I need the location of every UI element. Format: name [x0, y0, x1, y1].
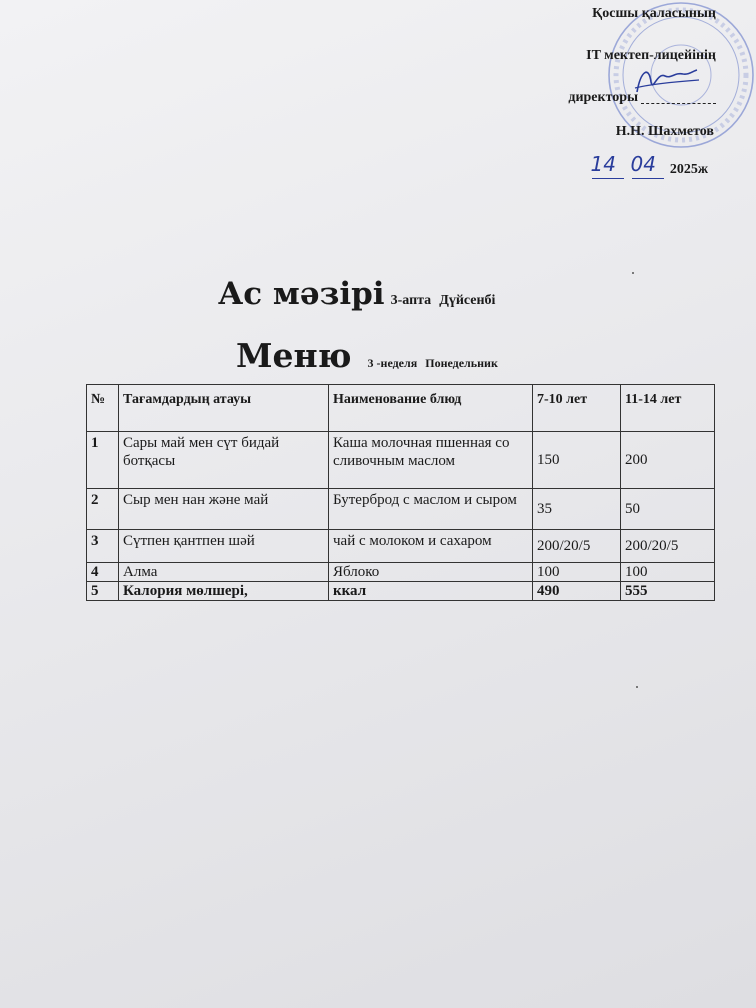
menu-table — [86, 384, 715, 601]
table-row — [87, 489, 715, 530]
table-header-row — [87, 385, 715, 432]
title-kazakh — [218, 276, 495, 312]
handwritten-day: 14 — [590, 152, 616, 176]
dish-kz: Сары май мен сүт бидай ботқасы — [119, 432, 329, 489]
approval-position-label: директоры — [568, 90, 638, 105]
calories-7-10: 490 — [533, 582, 621, 601]
portion-11-14: 50 — [621, 489, 715, 530]
header-number: № — [87, 385, 119, 432]
director-signature — [631, 62, 701, 102]
table-row — [87, 432, 715, 489]
approval-year: 2025ж — [669, 162, 708, 177]
calorie-unit: ккал — [329, 582, 533, 601]
approval-school: IT мектеп-лицейінің — [586, 48, 716, 63]
date-month-underline — [632, 178, 664, 179]
dish-ru: Каша молочная пшенная со сливочным маслом — [329, 432, 533, 489]
row-number: 2 — [87, 489, 119, 530]
table-row — [87, 563, 715, 582]
approval-director-name: Н.Н. Шахметов — [615, 124, 714, 139]
header-age-11-14: 11-14 лет — [621, 385, 715, 432]
title-kazakh-main: Ас мәзірі — [218, 276, 385, 312]
calories-11-14: 555 — [621, 582, 715, 601]
dish-kz: Сыр мен нан және май — [119, 489, 329, 530]
title-russian-week: 3 -неделя — [367, 356, 418, 370]
row-number: 5 — [87, 582, 119, 601]
date-day-underline — [592, 178, 624, 179]
title-russian-day: Понедельник — [425, 356, 498, 370]
portion-7-10: 200/20/5 — [533, 530, 621, 563]
title-russian — [236, 336, 498, 375]
portion-11-14: 100 — [621, 563, 715, 582]
header-dish-ru: Наименование блюд — [329, 385, 533, 432]
table-row — [87, 530, 715, 563]
portion-11-14: 200 — [621, 432, 715, 489]
portion-7-10: 150 — [533, 432, 621, 489]
calorie-label-kz: Калория мөлшері, — [119, 582, 329, 601]
title-kazakh-week: 3-апта — [390, 293, 432, 308]
row-number: 1 — [87, 432, 119, 489]
dish-kz: Алма — [119, 563, 329, 582]
row-number: 4 — [87, 563, 119, 582]
header-dish-kz: Тағамдардың атауы — [119, 385, 329, 432]
row-number: 3 — [87, 530, 119, 563]
header-age-7-10: 7-10 лет — [533, 385, 621, 432]
signature-line — [641, 103, 716, 104]
table-row — [87, 582, 715, 601]
dish-ru: чай с молоком и сахаром — [329, 530, 533, 563]
approval-city: Қосшы қаласының — [592, 6, 716, 21]
handwritten-month: 04 — [630, 152, 656, 176]
dish-kz: Сүтпен қантпен шәй — [119, 530, 329, 563]
title-russian-main: Меню — [236, 336, 352, 375]
dish-ru: Бутерброд с маслом и сыром — [329, 489, 533, 530]
portion-11-14: 200/20/5 — [621, 530, 715, 563]
paper-speck — [632, 272, 634, 274]
approval-block — [456, 0, 756, 190]
portion-7-10: 35 — [533, 489, 621, 530]
portion-7-10: 100 — [533, 563, 621, 582]
paper-speck — [636, 686, 638, 688]
dish-ru: Яблоко — [329, 563, 533, 582]
title-kazakh-day: Дүйсенбі — [439, 293, 496, 308]
